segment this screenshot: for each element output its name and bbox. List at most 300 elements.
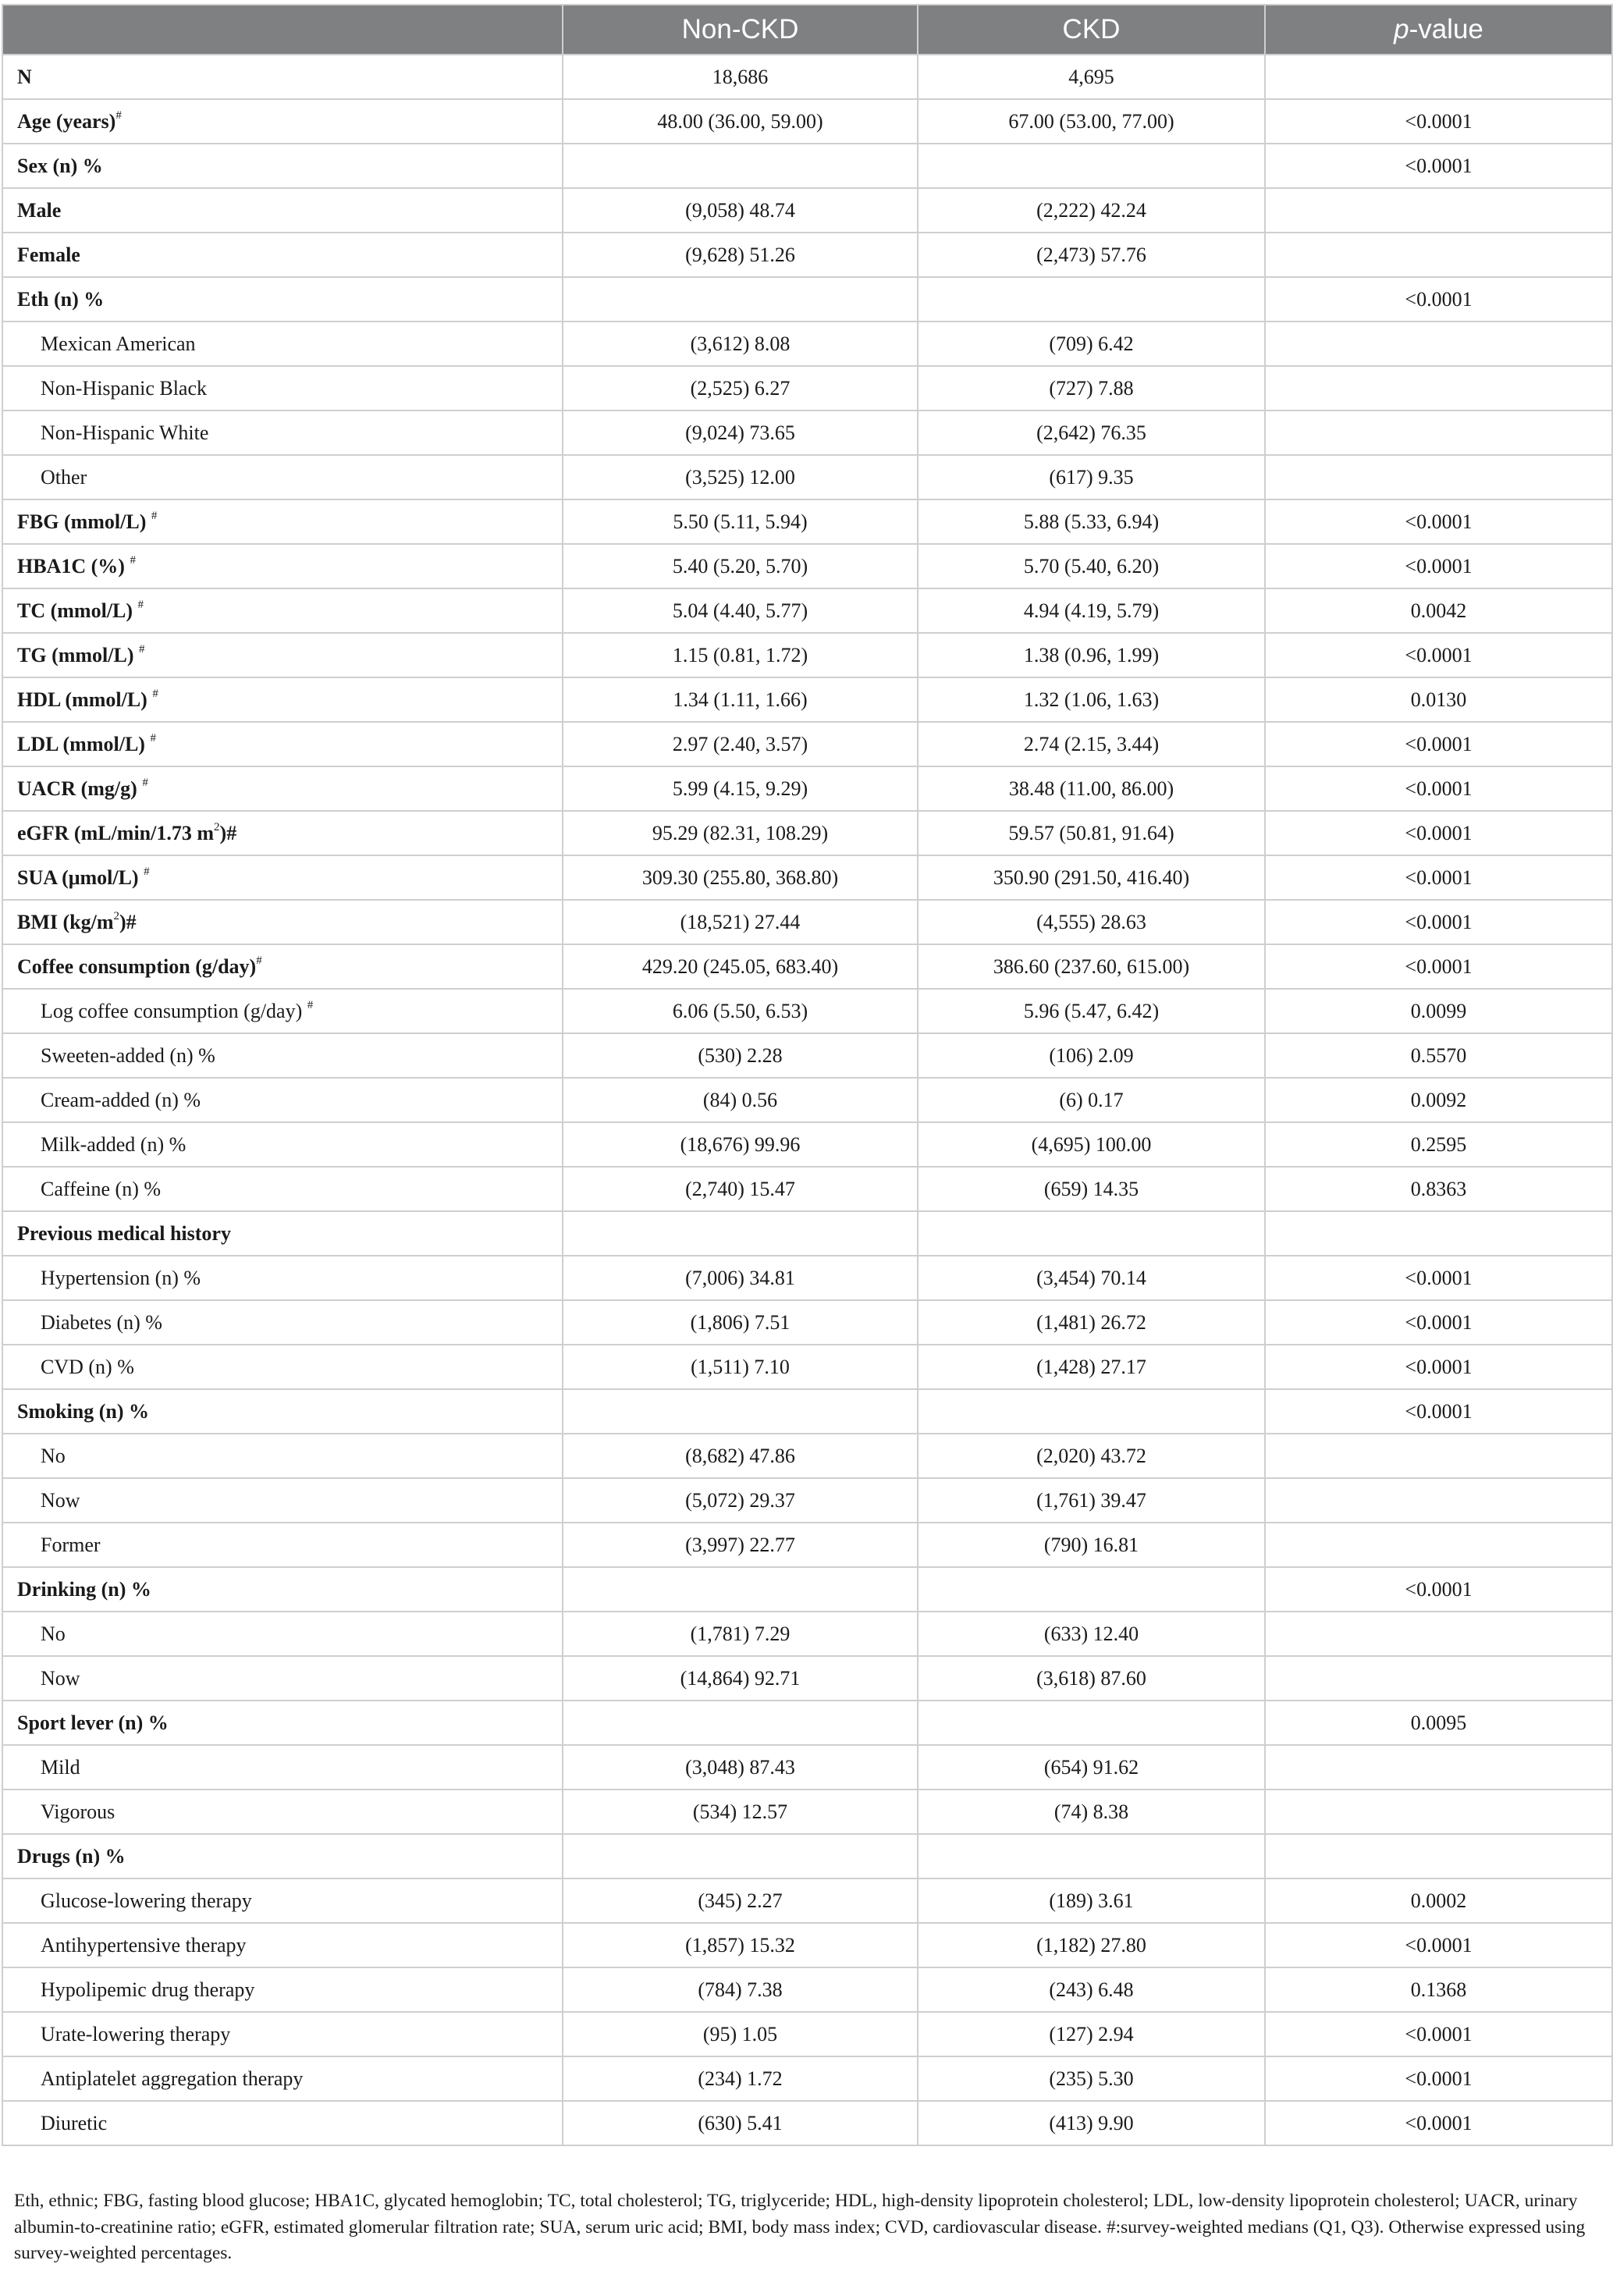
cell-p-value: [1265, 1656, 1612, 1701]
cell-ckd: [918, 1389, 1265, 1434]
table-row: [2, 588, 1612, 633]
row-label-text: eGFR (mL/min/1.73 m: [17, 821, 215, 844]
table-row: [2, 233, 1612, 277]
row-label: [2, 1033, 563, 1078]
cell-p-value: <0.0001: [1265, 499, 1612, 544]
cell-non-ckd: 429.20 (245.05, 683.40): [563, 944, 918, 989]
table-row: [2, 677, 1612, 722]
row-label: [2, 1967, 563, 2012]
row-label-text: Drugs (n) %: [17, 1844, 126, 1868]
row-label: [2, 766, 563, 811]
cell-non-ckd: (9,024) 73.65: [563, 411, 918, 455]
table-row: [2, 1745, 1612, 1790]
cell-non-ckd: (18,521) 27.44: [563, 900, 918, 944]
row-label: [2, 277, 563, 322]
row-label: [2, 2056, 563, 2101]
row-label: [2, 1612, 563, 1656]
row-label-text: Glucose-lowering therapy: [41, 1889, 252, 1912]
row-label: [2, 944, 563, 989]
row-label: [2, 1300, 563, 1345]
row-label-text: Female: [17, 243, 80, 266]
row-label-suffix: )#: [219, 821, 237, 844]
row-label-text: Mild: [41, 1755, 80, 1779]
cell-ckd: (235) 5.30: [918, 2056, 1265, 2101]
cell-p-value: <0.0001: [1265, 633, 1612, 677]
table-row: [2, 366, 1612, 411]
table-row: [2, 2012, 1612, 2056]
row-label-text: Diuretic: [41, 2111, 108, 2134]
cell-non-ckd: (530) 2.28: [563, 1033, 918, 1078]
cell-ckd: 4,695: [918, 55, 1265, 99]
row-label-superscript: 2: [214, 820, 220, 833]
table-row: [2, 1878, 1612, 1923]
cell-ckd: (1,481) 26.72: [918, 1300, 1265, 1345]
row-label: [2, 1923, 563, 1967]
row-label-text: LDL (mmol/L): [17, 732, 151, 755]
row-label-superscript: #: [139, 642, 145, 656]
cell-ckd: [918, 277, 1265, 322]
row-label: [2, 588, 563, 633]
header-p-value: [1265, 5, 1612, 55]
row-label-text: Antihypertensive therapy: [41, 1933, 247, 1957]
row-label-superscript: #: [152, 687, 158, 700]
cell-p-value: 0.5570: [1265, 1033, 1612, 1078]
row-label: [2, 722, 563, 766]
cell-non-ckd: (784) 7.38: [563, 1967, 918, 2012]
cell-ckd: (1,761) 39.47: [918, 1478, 1265, 1523]
cell-non-ckd: [563, 144, 918, 188]
header-p-italic: p: [1394, 14, 1409, 44]
cell-non-ckd: [563, 1701, 918, 1745]
cell-ckd: (659) 14.35: [918, 1167, 1265, 1211]
row-label-text: No: [41, 1622, 66, 1645]
row-label: [2, 1256, 563, 1300]
cell-p-value: <0.0001: [1265, 2012, 1612, 2056]
cell-p-value: <0.0001: [1265, 1567, 1612, 1612]
cell-ckd: (790) 16.81: [918, 1523, 1265, 1567]
cell-p-value: [1265, 1834, 1612, 1878]
cell-non-ckd: 95.29 (82.31, 108.29): [563, 811, 918, 855]
table-row: [2, 722, 1612, 766]
cell-ckd: (2,642) 76.35: [918, 411, 1265, 455]
cell-p-value: 0.0042: [1265, 588, 1612, 633]
cell-ckd: (727) 7.88: [918, 366, 1265, 411]
row-label-text: N: [17, 65, 32, 88]
table-row: [2, 455, 1612, 499]
cell-p-value: <0.0001: [1265, 722, 1612, 766]
cell-p-value: <0.0001: [1265, 1923, 1612, 1967]
cell-non-ckd: (3,997) 22.77: [563, 1523, 918, 1567]
cell-ckd: [918, 1211, 1265, 1256]
row-label: [2, 144, 563, 188]
row-label-text: Non-Hispanic White: [41, 421, 209, 444]
table-row: [2, 1256, 1612, 1300]
table-row: [2, 1078, 1612, 1122]
characteristics-table: [2, 4, 1613, 2146]
cell-p-value: [1265, 1790, 1612, 1834]
row-label-text: Urate-lowering therapy: [41, 2022, 231, 2045]
row-label: [2, 1434, 563, 1478]
cell-p-value: [1265, 188, 1612, 233]
cell-p-value: <0.0001: [1265, 544, 1612, 588]
table-row: [2, 1389, 1612, 1434]
cell-p-value: <0.0001: [1265, 99, 1612, 144]
cell-p-value: <0.0001: [1265, 944, 1612, 989]
table-row: [2, 499, 1612, 544]
table-row: [2, 2056, 1612, 2101]
cell-ckd: 386.60 (237.60, 615.00): [918, 944, 1265, 989]
row-label-text: Vigorous: [41, 1800, 115, 1823]
cell-ckd: 5.88 (5.33, 6.94): [918, 499, 1265, 544]
row-label: [2, 1167, 563, 1211]
row-label-superscript: #: [130, 553, 136, 567]
cell-non-ckd: [563, 1834, 918, 1878]
row-label: [2, 1478, 563, 1523]
table-row: [2, 1300, 1612, 1345]
row-label-superscript: #: [151, 509, 158, 522]
cell-ckd: (6) 0.17: [918, 1078, 1265, 1122]
row-label-text: Drinking (n) %: [17, 1577, 151, 1601]
cell-p-value: [1265, 1612, 1612, 1656]
cell-ckd: [918, 1701, 1265, 1745]
row-label: [2, 233, 563, 277]
cell-ckd: (633) 12.40: [918, 1612, 1265, 1656]
row-label-superscript: #: [142, 776, 148, 789]
cell-p-value: [1265, 322, 1612, 366]
cell-p-value: <0.0001: [1265, 855, 1612, 900]
cell-non-ckd: (1,857) 15.32: [563, 1923, 918, 1967]
row-label-text: Age (years): [17, 109, 116, 133]
row-label-text: Former: [41, 1533, 101, 1556]
cell-ckd: (4,555) 28.63: [918, 900, 1265, 944]
row-label: [2, 855, 563, 900]
row-label-text: TG (mmol/L): [17, 643, 139, 666]
row-label-text: Smoking (n) %: [17, 1399, 150, 1423]
table-row: [2, 989, 1612, 1033]
row-label-text: Sex (n) %: [17, 154, 103, 177]
cell-ckd: [918, 144, 1265, 188]
cell-non-ckd: (1,511) 7.10: [563, 1345, 918, 1389]
row-label: [2, 1523, 563, 1567]
row-label-superscript: #: [144, 865, 150, 878]
row-label: [2, 633, 563, 677]
row-label-text: No: [41, 1444, 66, 1467]
table-row: [2, 1122, 1612, 1167]
cell-p-value: <0.0001: [1265, 811, 1612, 855]
cell-non-ckd: 18,686: [563, 55, 918, 99]
row-label-superscript: #: [137, 598, 144, 611]
row-label: [2, 1656, 563, 1701]
cell-non-ckd: [563, 277, 918, 322]
cell-ckd: 38.48 (11.00, 86.00): [918, 766, 1265, 811]
cell-non-ckd: (3,525) 12.00: [563, 455, 918, 499]
cell-p-value: <0.0001: [1265, 1345, 1612, 1389]
cell-ckd: (2,473) 57.76: [918, 233, 1265, 277]
row-label-text: HBA1C (%): [17, 554, 130, 578]
header-p-rest: -value: [1409, 14, 1483, 44]
row-label-text: Now: [41, 1666, 80, 1690]
cell-non-ckd: 6.06 (5.50, 6.53): [563, 989, 918, 1033]
cell-p-value: 0.0002: [1265, 1878, 1612, 1923]
cell-p-value: [1265, 55, 1612, 99]
cell-non-ckd: 1.15 (0.81, 1.72): [563, 633, 918, 677]
table-row: [2, 1167, 1612, 1211]
cell-p-value: [1265, 1434, 1612, 1478]
cell-p-value: <0.0001: [1265, 2056, 1612, 2101]
header-row: [2, 5, 1612, 55]
row-label: [2, 1878, 563, 1923]
cell-ckd: (413) 9.90: [918, 2101, 1265, 2145]
table-row: [2, 1434, 1612, 1478]
cell-ckd: 4.94 (4.19, 5.79): [918, 588, 1265, 633]
row-label-text: Mexican American: [41, 332, 196, 355]
cell-p-value: <0.0001: [1265, 1256, 1612, 1300]
cell-non-ckd: (1,781) 7.29: [563, 1612, 918, 1656]
table-row: [2, 322, 1612, 366]
row-label-text: Caffeine (n) %: [41, 1177, 162, 1200]
cell-ckd: (243) 6.48: [918, 1967, 1265, 2012]
cell-non-ckd: (630) 5.41: [563, 2101, 918, 2145]
cell-non-ckd: (2,525) 6.27: [563, 366, 918, 411]
cell-non-ckd: (534) 12.57: [563, 1790, 918, 1834]
row-label: [2, 1834, 563, 1878]
cell-ckd: (1,182) 27.80: [918, 1923, 1265, 1967]
row-label: [2, 1389, 563, 1434]
cell-non-ckd: (14,864) 92.71: [563, 1656, 918, 1701]
cell-ckd: (3,618) 87.60: [918, 1656, 1265, 1701]
cell-ckd: 350.90 (291.50, 416.40): [918, 855, 1265, 900]
row-label: [2, 411, 563, 455]
cell-p-value: 0.0092: [1265, 1078, 1612, 1122]
cell-non-ckd: 1.34 (1.11, 1.66): [563, 677, 918, 722]
cell-non-ckd: (3,048) 87.43: [563, 1745, 918, 1790]
cell-p-value: [1265, 1523, 1612, 1567]
row-label: [2, 1345, 563, 1389]
cell-p-value: [1265, 455, 1612, 499]
cell-p-value: <0.0001: [1265, 900, 1612, 944]
row-label: [2, 455, 563, 499]
row-label: [2, 2012, 563, 2056]
table-row: [2, 1211, 1612, 1256]
cell-p-value: 0.0099: [1265, 989, 1612, 1033]
table-row: [2, 633, 1612, 677]
cell-non-ckd: (8,682) 47.86: [563, 1434, 918, 1478]
cell-ckd: (3,454) 70.14: [918, 1256, 1265, 1300]
row-label-text: HDL (mmol/L): [17, 688, 153, 711]
table-row: [2, 1701, 1612, 1745]
row-label-text: Sport lever (n) %: [17, 1711, 169, 1734]
table-row: [2, 1567, 1612, 1612]
row-label: [2, 1211, 563, 1256]
row-label-text: Log coffee consumption (g/day): [41, 999, 307, 1022]
row-label-text: Male: [17, 198, 62, 222]
cell-ckd: (2,222) 42.24: [918, 188, 1265, 233]
row-label-text: CVD (n) %: [41, 1355, 134, 1378]
cell-non-ckd: 309.30 (255.80, 368.80): [563, 855, 918, 900]
cell-ckd: (2,020) 43.72: [918, 1434, 1265, 1478]
row-label: [2, 1790, 563, 1834]
cell-p-value: <0.0001: [1265, 277, 1612, 322]
cell-ckd: 1.38 (0.96, 1.99): [918, 633, 1265, 677]
cell-non-ckd: 5.99 (4.15, 9.29): [563, 766, 918, 811]
row-label-text: UACR (mg/g): [17, 777, 143, 800]
table-row: [2, 944, 1612, 989]
cell-ckd: (189) 3.61: [918, 1878, 1265, 1923]
table-row: [2, 1345, 1612, 1389]
table-row: [2, 55, 1612, 99]
header-non-ckd: Non-CKD: [563, 5, 918, 55]
cell-non-ckd: (7,006) 34.81: [563, 1256, 918, 1300]
row-label-text: Eth (n) %: [17, 287, 105, 311]
cell-non-ckd: [563, 1211, 918, 1256]
table-row: [2, 188, 1612, 233]
cell-ckd: 59.57 (50.81, 91.64): [918, 811, 1265, 855]
cell-ckd: 67.00 (53.00, 77.00): [918, 99, 1265, 144]
row-label-text: Antiplatelet aggregation therapy: [41, 2067, 304, 2090]
row-label: [2, 677, 563, 722]
row-label: [2, 989, 563, 1033]
header-label-column: [2, 5, 563, 55]
table-header: [2, 5, 1612, 55]
cell-non-ckd: [563, 1567, 918, 1612]
table-row: [2, 811, 1612, 855]
cell-ckd: 5.96 (5.47, 6.42): [918, 989, 1265, 1033]
row-label-text: Now: [41, 1488, 80, 1512]
row-label: [2, 322, 563, 366]
row-label-text: Cream-added (n) %: [41, 1088, 201, 1111]
cell-p-value: [1265, 1478, 1612, 1523]
row-label-text: Sweeten-added (n) %: [41, 1043, 215, 1067]
row-label: [2, 811, 563, 855]
row-label: [2, 55, 563, 99]
row-label: [2, 900, 563, 944]
cell-non-ckd: (3,612) 8.08: [563, 322, 918, 366]
cell-non-ckd: 5.50 (5.11, 5.94): [563, 499, 918, 544]
table-row: [2, 411, 1612, 455]
cell-ckd: (709) 6.42: [918, 322, 1265, 366]
table-row: [2, 855, 1612, 900]
row-label-superscript: #: [115, 108, 122, 122]
cell-ckd: (617) 9.35: [918, 455, 1265, 499]
cell-ckd: (127) 2.94: [918, 2012, 1265, 2056]
cell-p-value: 0.8363: [1265, 1167, 1612, 1211]
row-label-text: Other: [41, 465, 87, 489]
cell-ckd: (654) 91.62: [918, 1745, 1265, 1790]
table-row: [2, 1834, 1612, 1878]
cell-non-ckd: (345) 2.27: [563, 1878, 918, 1923]
cell-ckd: (1,428) 27.17: [918, 1345, 1265, 1389]
cell-non-ckd: (5,072) 29.37: [563, 1478, 918, 1523]
cell-non-ckd: (18,676) 99.96: [563, 1122, 918, 1167]
cell-non-ckd: 2.97 (2.40, 3.57): [563, 722, 918, 766]
row-label-superscript: #: [307, 998, 314, 1011]
table-row: [2, 99, 1612, 144]
cell-ckd: 1.32 (1.06, 1.63): [918, 677, 1265, 722]
row-label: [2, 366, 563, 411]
row-label-text: Milk-added (n) %: [41, 1132, 187, 1156]
cell-p-value: <0.0001: [1265, 2101, 1612, 2145]
cell-p-value: [1265, 1745, 1612, 1790]
table-row: [2, 1478, 1612, 1523]
row-label-text: Previous medical history: [17, 1221, 231, 1245]
row-label: [2, 1122, 563, 1167]
row-label-text: Diabetes (n) %: [41, 1310, 162, 1334]
cell-non-ckd: 48.00 (36.00, 59.00): [563, 99, 918, 144]
cell-p-value: <0.0001: [1265, 1389, 1612, 1434]
table-row: [2, 1523, 1612, 1567]
row-label: [2, 188, 563, 233]
table-footnote: Eth, ethnic; FBG, fasting blood glucose; HBA1C, glycated hemoglobin; TC, total cholesterol; TG, triglyceride; HDL, high-density lipoprotein cholesterol; LDL, low-density lipoprotein cholesterol; UACR, urinary albumin-to-creatinine ratio; eGFR, estimated glomerular filtration rate; SUA, serum uric acid; BMI, body mass index; CVD, cardiovascular disease. #:survey-weighted medians (Q1, Q3). Otherwise expressed using survey-weighted percentages.: [14, 2191, 1586, 2263]
row-label: [2, 99, 563, 144]
cell-non-ckd: (2,740) 15.47: [563, 1167, 918, 1211]
cell-non-ckd: (84) 0.56: [563, 1078, 918, 1122]
table-row: [2, 1790, 1612, 1834]
row-label-text: Coffee consumption (g/day): [17, 954, 257, 978]
row-label-text: Hypertension (n) %: [41, 1266, 201, 1289]
cell-p-value: 0.0130: [1265, 677, 1612, 722]
row-label-text: SUA (μmol/L): [17, 865, 144, 889]
table-row: [2, 1656, 1612, 1701]
table-row: [2, 1612, 1612, 1656]
table-row: [2, 766, 1612, 811]
row-label-text: BMI (kg/m: [17, 910, 114, 933]
row-label: [2, 1567, 563, 1612]
row-label-text: Hypolipemic drug therapy: [41, 1978, 255, 2001]
row-label-text: TC (mmol/L): [17, 599, 138, 622]
table-row: [2, 1923, 1612, 1967]
cell-ckd: [918, 1834, 1265, 1878]
cell-ckd: (74) 8.38: [918, 1790, 1265, 1834]
cell-non-ckd: (234) 1.72: [563, 2056, 918, 2101]
cell-p-value: [1265, 233, 1612, 277]
row-label: [2, 1745, 563, 1790]
table-row: [2, 277, 1612, 322]
table-row: [2, 1967, 1612, 2012]
cell-p-value: [1265, 1211, 1612, 1256]
cell-ckd: 5.70 (5.40, 6.20): [918, 544, 1265, 588]
row-label-text: Non-Hispanic Black: [41, 376, 208, 400]
row-label-superscript: #: [256, 954, 262, 967]
table-body: [2, 55, 1612, 2145]
row-label-text: FBG (mmol/L): [17, 510, 151, 533]
cell-p-value: <0.0001: [1265, 766, 1612, 811]
cell-non-ckd: (1,806) 7.51: [563, 1300, 918, 1345]
row-label-superscript: #: [150, 731, 156, 745]
cell-non-ckd: (9,628) 51.26: [563, 233, 918, 277]
cell-p-value: 0.2595: [1265, 1122, 1612, 1167]
row-label: [2, 544, 563, 588]
cell-p-value: <0.0001: [1265, 144, 1612, 188]
table-row: [2, 1033, 1612, 1078]
cell-ckd: 2.74 (2.15, 3.44): [918, 722, 1265, 766]
cell-non-ckd: 5.04 (4.40, 5.77): [563, 588, 918, 633]
row-label: [2, 1078, 563, 1122]
cell-non-ckd: 5.40 (5.20, 5.70): [563, 544, 918, 588]
cell-p-value: <0.0001: [1265, 1300, 1612, 1345]
row-label-superscript: 2: [113, 909, 119, 922]
cell-non-ckd: (9,058) 48.74: [563, 188, 918, 233]
header-ckd: CKD: [918, 5, 1265, 55]
row-label: [2, 1701, 563, 1745]
cell-p-value: [1265, 366, 1612, 411]
cell-p-value: [1265, 411, 1612, 455]
table-row: [2, 544, 1612, 588]
cell-ckd: (106) 2.09: [918, 1033, 1265, 1078]
table-row: [2, 144, 1612, 188]
row-label-suffix: )#: [119, 910, 137, 933]
cell-p-value: 0.1368: [1265, 1967, 1612, 2012]
cell-ckd: [918, 1567, 1265, 1612]
